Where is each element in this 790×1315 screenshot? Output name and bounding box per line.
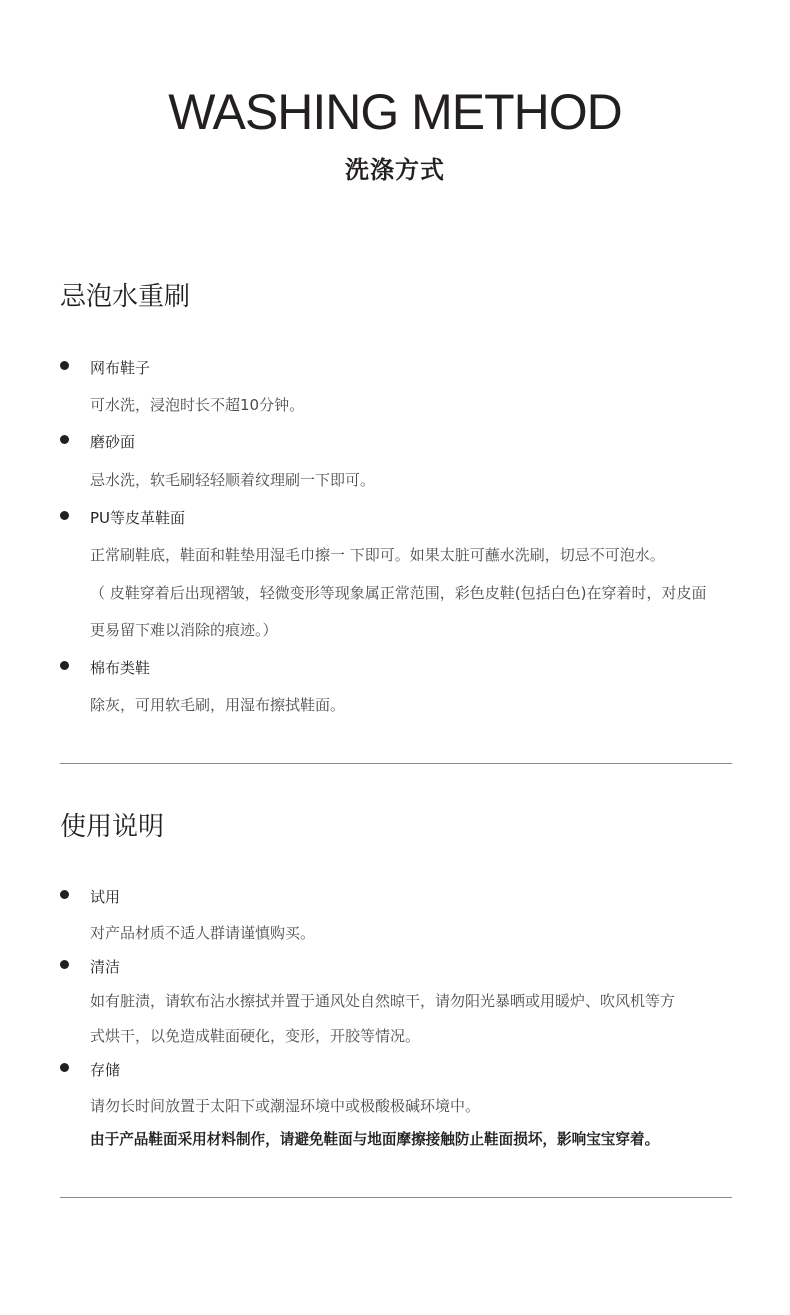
bullet-dot-icon: [60, 960, 69, 969]
bullet-dot-icon: [60, 890, 69, 899]
item-title-cotton-shoes: 棉布类鞋: [90, 659, 151, 677]
bullet-dot-icon: [60, 511, 69, 520]
page-title-chinese: 洗涤方式: [345, 156, 445, 184]
section-title-instructions: 使用说明: [60, 812, 165, 842]
item-text-suede: 忌水洗，软毛刷轻轻顺着纹理刷一下即可。: [90, 471, 376, 489]
item-text-mesh-shoes: 可水洗，浸泡时长不超10分钟。: [90, 396, 305, 414]
bullet-dot-icon: [60, 661, 69, 670]
bullet-dot-icon: [60, 435, 69, 444]
section-divider: [60, 763, 732, 764]
item-text-cleaning-line1: 如有脏渍，请软布沾水擦拭并置于通风处自然晾干，请勿阳光暴晒或用暖炉、吹风机等方: [90, 992, 676, 1010]
item-title-trial: 试用: [90, 888, 121, 906]
item-title-suede: 磨砂面: [90, 433, 136, 451]
item-text-pu-leather-line2: （ 皮鞋穿着后出现褶皱，轻微变形等现象属正常范围，彩色皮鞋(包括白色)在穿着时，对皮面: [90, 584, 707, 602]
item-text-storage-line2: 由于产品鞋面采用材料制作，请避免鞋面与地面摩擦接触防止鞋面损坏，影响宝宝穿着。: [90, 1131, 660, 1148]
item-text-pu-leather-line1: 正常刷鞋底，鞋面和鞋垫用湿毛巾擦一 下即可。如果太脏可蘸水洗刷，切忌不可泡水。: [90, 546, 665, 564]
bullet-dot-icon: [60, 361, 69, 370]
item-text-cleaning-line2: 式烘干，以免造成鞋面硬化，变形，开胶等情况。: [90, 1027, 421, 1045]
section-title-no-soaking: 忌泡水重刷: [60, 282, 191, 312]
item-text-cotton-shoes: 除灰，可用软毛刷，用湿布擦拭鞋面。: [90, 696, 346, 714]
item-title-mesh-shoes: 网布鞋子: [90, 359, 151, 377]
item-text-pu-leather-line3: 更易留下难以消除的痕迹。）: [90, 621, 278, 639]
page-title-english: WASHING METHOD: [168, 84, 622, 140]
bullet-dot-icon: [60, 1063, 69, 1072]
section-divider: [60, 1197, 732, 1198]
item-text-storage-line1: 请勿长时间放置于太阳下或潮湿环境中或极酸极碱环境中。: [90, 1097, 481, 1115]
item-title-cleaning: 清洁: [90, 958, 121, 976]
item-text-trial: 对产品材质不适人群请谨慎购买。: [90, 924, 316, 942]
item-title-storage: 存储: [90, 1061, 121, 1079]
item-title-pu-leather: PU等皮革鞋面: [90, 509, 186, 527]
